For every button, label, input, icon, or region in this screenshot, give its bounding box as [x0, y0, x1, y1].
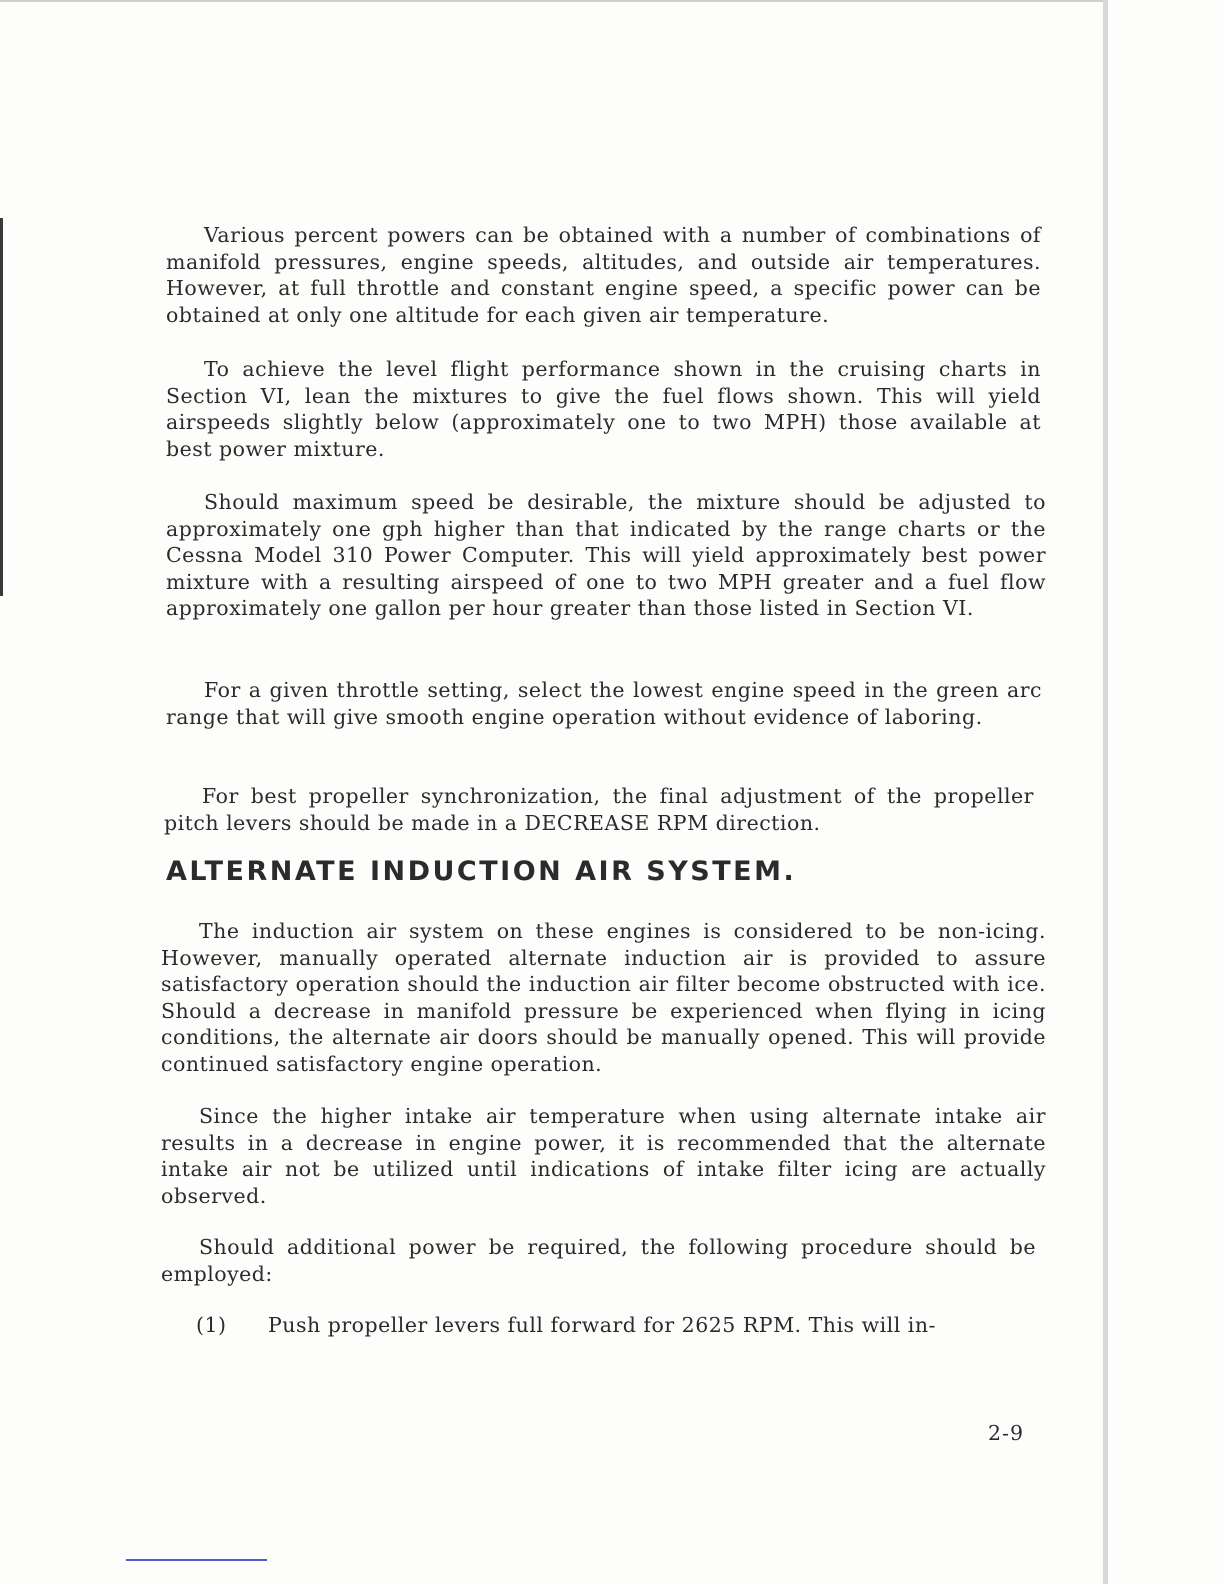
- bottom-underline-mark: [126, 1559, 267, 1561]
- margin-change-bar: [0, 218, 3, 596]
- paragraph-additional-power: Should additional power be required, the following procedure should be employed:: [161, 1235, 1036, 1286]
- paragraph-throttle-setting: For a given throttle setting, select the lowest engine speed in the green arc range that will give smooth engine operation without evidence of laboring.: [166, 678, 1042, 729]
- paragraph-propeller-sync: For best propeller synchronization, the final adjustment of the propeller pitch levers should be made in a DECREASE RPM direction.: [164, 784, 1034, 835]
- step-number: (1): [196, 1313, 227, 1337]
- step-text: Push propeller levers full forward for 2625 RPM. This will in-: [268, 1313, 936, 1337]
- paragraph-percent-power: Various percent powers can be obtained with a number of combinations of manifold pressures, engine speeds, altitudes, and outside air temperatures. However, at full throttle and constant engine speed, a specific power can be obtained at only one altitude for each given air temperature.: [166, 223, 1041, 327]
- scan-right-edge: [1103, 0, 1108, 1584]
- paragraph-maximum-speed: Should maximum speed be desirable, the mixture should be adjusted to approximately one gph higher than that indicated by the range charts or the Cessna Model 310 Power Computer. This will yield approximately best power mixture with a resulting airspeed of one to two MPH greater and a fuel flow approximately one gallon per hour greater than those listed in Section VI.: [166, 490, 1046, 620]
- section-heading: ALTERNATE INDUCTION AIR SYSTEM.: [166, 856, 797, 887]
- paragraph-induction-air: The induction air system on these engines is considered to be non-icing. However, manually operated alternate induction air is provided to assure satisfactory operation should the induction air filter become obstructed with ice. Should a decrease in manifold pressure be experienced when flying in icing conditions, the alternate air doors should be manually opened. This will provide continued satisfactory engine operation.: [161, 919, 1046, 1076]
- top-edge-line: [0, 0, 1104, 2]
- page-number: 2-9: [988, 1421, 1025, 1445]
- paragraph-level-flight: To achieve the level flight performance shown in the cruising charts in Section VI, lean the mixtures to give the fuel flows shown. This will yield airspeeds slightly below (approximately one to two MPH) those available at best power mixture.: [166, 357, 1041, 461]
- paragraph-intake-temperature: Since the higher intake air temperature when using alternate intake air results in a decrease in engine power, it is recommended that the alternate intake air not be utilized until indications of intake filter icing are actually observed.: [161, 1104, 1046, 1208]
- procedure-step: [196, 1312, 936, 1339]
